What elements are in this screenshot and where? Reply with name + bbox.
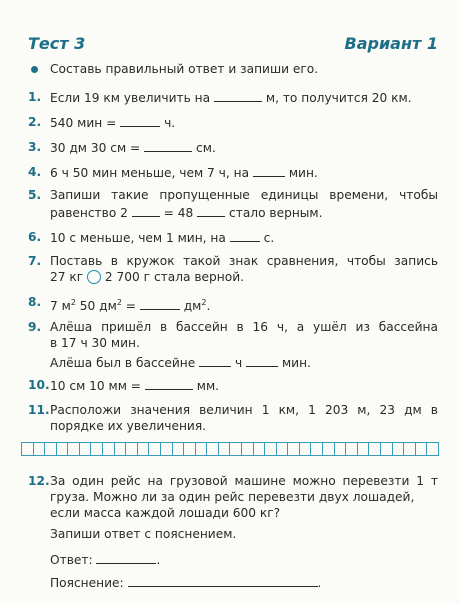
- task-number: 12.: [28, 474, 50, 488]
- test-title: Тест 3: [28, 34, 86, 53]
- answer-blank[interactable]: [199, 355, 231, 367]
- task-5: [28, 188, 438, 220]
- task-text: Запиши ответ с пояснением.: [50, 527, 237, 541]
- task-text: 10 см 10 мм =: [50, 379, 142, 393]
- task-number: 9.: [28, 320, 42, 334]
- task-text: с.: [263, 231, 275, 245]
- task-text: Алёша пришёл в бассейн в 16 ч, а ушёл из бассейна: [50, 320, 438, 334]
- superscript: 2: [70, 298, 76, 307]
- task-number: 2.: [28, 115, 42, 129]
- answer-blank[interactable]: [230, 230, 260, 242]
- task-text: стало верным.: [229, 206, 323, 220]
- task-text: мин.: [288, 166, 318, 180]
- bullet-icon: [31, 66, 38, 73]
- task-number: 8.: [28, 295, 42, 309]
- task-number: 1.: [28, 90, 42, 104]
- task-text: м, то получится 20 км.: [265, 91, 412, 105]
- task-text: Если 19 км увеличить на: [50, 91, 211, 105]
- task-number: 11.: [28, 403, 50, 417]
- task-text: 30 дм 30 см =: [50, 141, 141, 155]
- task-text: если масса каждой лошади 600 кг?: [50, 506, 281, 520]
- task-number: 6.: [28, 230, 42, 244]
- task-text: Алёша был в бассейне: [50, 356, 196, 370]
- task-text: Запиши такие пропущенные единицы времени, чтобы: [50, 188, 438, 202]
- task-number: 5.: [28, 188, 42, 202]
- task-number: 10.: [28, 378, 50, 392]
- answer-blank[interactable]: [214, 90, 262, 102]
- task-text: Поставь в кружок такой знак сравнения, чтобы запись: [50, 254, 438, 268]
- task-text: 7 м: [50, 299, 71, 314]
- task-text: За один рейс на грузовой машине можно перевезти 1 т: [50, 474, 438, 488]
- task-text: ч: [235, 356, 243, 370]
- answer-blank[interactable]: [132, 205, 160, 217]
- intro-text: Составь правильный ответ и запиши его.: [50, 62, 319, 76]
- answer-blank[interactable]: [246, 355, 278, 367]
- test-header: [28, 34, 438, 56]
- task-text: равенство 2: [50, 206, 128, 220]
- task-text: 50 дм: [75, 299, 117, 314]
- answer-blank[interactable]: [96, 552, 156, 564]
- task-text: груза. Можно ли за один рейс перевезти двух лошадей,: [50, 490, 415, 504]
- task-text: = 48: [163, 206, 194, 220]
- task-text: 2 700 г стала верной.: [104, 270, 244, 284]
- answer-blank[interactable]: [145, 378, 193, 390]
- task-text: 27 кг: [50, 270, 84, 284]
- explanation-label: Пояснение:: [50, 576, 124, 590]
- task-12: 12. За один рейс на грузовой машине можно перевезти 1 т груза. Можно ли за один рейс перевезти двух лошадей, если масса каждой лошади 600 кг? Запиши ответ с пояснением. Ответ: . Пояснение: .: [28, 474, 438, 590]
- answer-blank[interactable]: [144, 140, 192, 152]
- task-text: Расположи значения величин 1 км, 1 203 м, 23 дм в: [50, 403, 438, 417]
- task-11: [28, 403, 438, 435]
- task-text: мин.: [281, 356, 311, 370]
- answer-label: Ответ:: [50, 553, 93, 567]
- task-7: [28, 254, 438, 286]
- task-text: .: [206, 299, 211, 314]
- task-text: см.: [196, 141, 216, 155]
- superscript: 2: [201, 298, 207, 307]
- task-text: дм: [183, 299, 202, 314]
- task-number: 4.: [28, 165, 42, 179]
- answer-blank[interactable]: [197, 205, 225, 217]
- superscript: 2: [116, 298, 122, 307]
- answer-blank[interactable]: [253, 165, 285, 177]
- task-number: 3.: [28, 140, 42, 154]
- task-9: [28, 320, 438, 370]
- task-text: 6 ч 50 мин меньше, чем 7 ч, на: [50, 166, 250, 180]
- task-text: 10 с меньше, чем 1 мин, на: [50, 231, 226, 245]
- task-text: в 17 ч 30 мин.: [50, 336, 140, 350]
- task-text: мм.: [196, 379, 220, 393]
- answer-blank[interactable]: [140, 298, 180, 310]
- task-text: =: [121, 299, 136, 314]
- task-text: порядке их увеличения.: [50, 419, 207, 433]
- answer-blank[interactable]: [120, 115, 160, 127]
- task-text: 540 мин =: [50, 116, 117, 130]
- variant-label: Вариант 1: [344, 34, 438, 53]
- explanation-blank[interactable]: [128, 575, 318, 587]
- comparison-circle[interactable]: [87, 270, 101, 284]
- task-text: ч.: [164, 116, 176, 130]
- answer-cells-grid[interactable]: [22, 442, 439, 456]
- task-number: 7.: [28, 254, 42, 268]
